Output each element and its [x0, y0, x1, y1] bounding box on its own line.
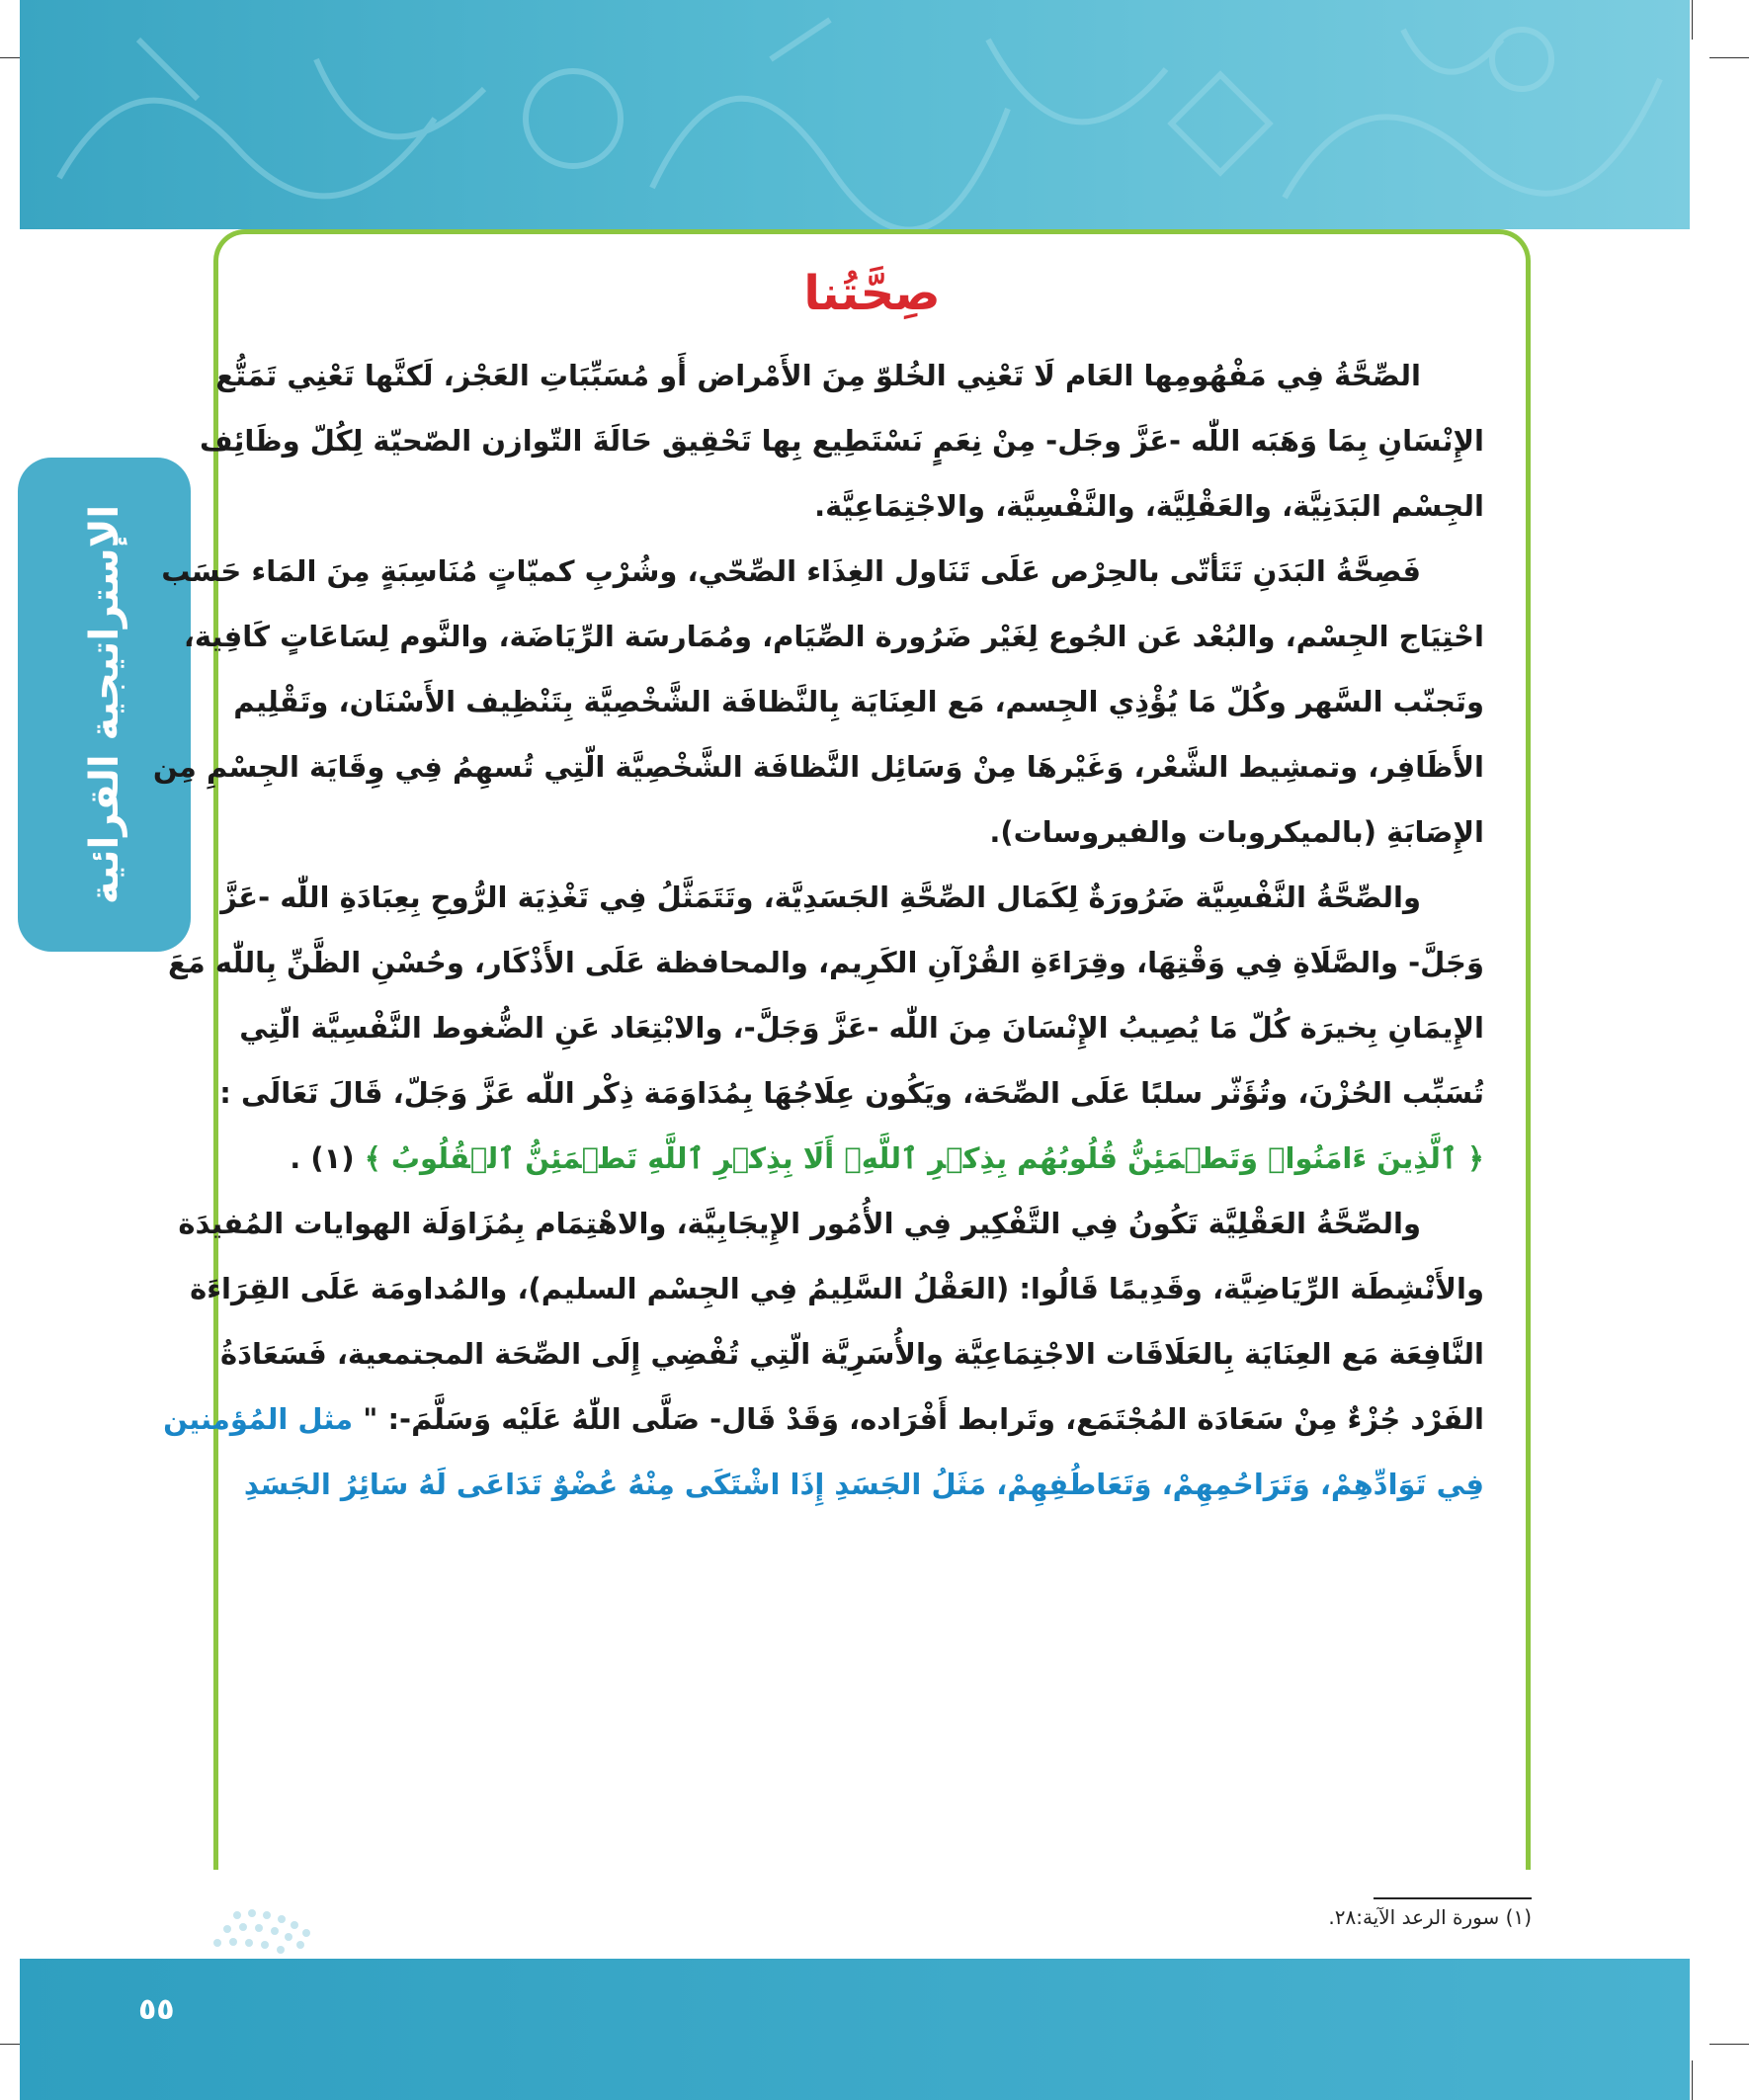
crop-mark [1692, 0, 1693, 40]
crop-mark [1709, 57, 1749, 58]
paragraph [167, 865, 1484, 1191]
paragraph [163, 1191, 1484, 1517]
quran-verse: ﴿ ٱلَّذِينَ ءَامَنُوا۟ وَتَطۡمَئِنُّ قُلُوبُهُم بِذِكۡرِ ٱللَّهِۗ أَلَا بِذِكۡرِ ٱللَّهِ تَطۡمَئِنُّ ٱلۡقُلُوبُ ﴾ [364, 1141, 1484, 1175]
text-line: احْتِيَاج الجِسْم، والبُعْد عَن الجُوع لِغَيْر ضَرُورة الصِّيَام، ومُمَارسَة الرِّيَاضَة، والنَّوم لِسَاعَاتٍ كَافِية، [183, 620, 1484, 653]
content-panel [152, 229, 1531, 1870]
text-line: والأَنْشِطَة الرِّيَاضِيَّة، وقَدِيمًا قَالُوا: (العَقْلُ السَّلِيمُ فِي الجِسْم السليم)، والمُداومَة عَلَى القِرَاءَة [190, 1272, 1484, 1305]
crop-mark [1709, 2044, 1749, 2045]
text-line: فَصِحَّةُ البَدَنِ تَتَأتّى بالحِرْص عَلَى تَنَاول الغِذَاء الصِّحّي، وشُرْبِ كميّاتٍ مُنَاسِبَةٍ مِنَ المَاء حَسَب [161, 554, 1421, 588]
text-line: الصِّحَّةُ فِي مَفْهُومِها العَام لَا تَعْنِي الخُلوّ مِنَ الأَمْراض أَو مُسَبِّبَاتِ العَجْز، لَكنَّها تَعْنِي تَمَتُّع [215, 359, 1421, 392]
text-line: الإِيمَانِ بِخيرَة كُلّ مَا يُصِيبُ الإِنْسَانَ مِنَ اللّٰه -عَزَّ وَجَلَّ-، والابْتِعَاد عَنِ الضُّغوط النَّفْسِيَّة الّتِي [239, 1011, 1484, 1045]
text-line: الإِصَابَةِ (بالميكروبات والفيروسات). [989, 815, 1484, 849]
page-number: ٥٥ [138, 1992, 175, 2027]
text-line: النَّافِعَة مَع العِنَايَة بِالعَلَاقَات الاجْتِمَاعِيَّة والأُسَرِيَّة الّتِي تُفْضِي إِلَى الصِّحَة المجتمعية، فَسَعَادَةُ [219, 1337, 1484, 1371]
side-tab-label: الإستراتيجية القرائية [81, 504, 127, 905]
footnote-rule [1374, 1897, 1532, 1899]
text-segment: الفَرْد جُزْءٌ مِنْ سَعَادَة المُجْتَمَع، وتَرابط أَفْرَاده، وَقَدْ قَال- صَلَّى اللّٰهُ عَلَيْه وَسَلَّمَ-: " [363, 1402, 1484, 1436]
text-line: والصِّحَّةُ النَّفْسِيَّة ضَرُورَةٌ لِكَمَال الصِّحَّةِ الجَسَدِيَّة، وتَتَمَثَّلُ فِي تَغْذِيَة الرُّوحِ بِعِبَادَةِ اللّٰه -عَزَّ [220, 881, 1421, 914]
ministry-logo [89, 1895, 346, 2024]
footnote: (١) سورة الرعد الآية:٢٨. [1328, 1905, 1532, 1929]
page-title: صِحَّتُنا [803, 266, 941, 321]
text-line: الأَظَافِر، وتمشِيط الشَّعْر، وَغَيْرهَا مِنْ وَسَائِل النَّظافَة الشَّخْصِيَّة الّتِي تُسهِمُ فِي وِقَايَة الجِسْمِ مِن [152, 750, 1484, 784]
text-line: الإِنْسَانِ بِمَا وَهَبَه اللّٰه -عَزَّ وجَل- مِنْ نِعَمٍ نَسْتَطِيع بِها تَحْقِيق حَالَةَ التّوازن الصّحيّة لِكُلّ وظَائِف [199, 424, 1484, 458]
paragraph [199, 343, 1484, 539]
text-line: وتَجنّب السَّهر وكُلّ مَا يُؤْذِي الجِسم، مَع العِنَايَة بِالنَّظافَة الشَّخْصِيَّة بِتَنْظِيف الأَسْنَان، وتَقْلِيم [233, 685, 1484, 718]
text-line: وَجَلَّ- والصَّلَاةِ فِي وَقْتِهَا، وقِرَاءَةِ القُرْآنِ الكَرِيم، والمحافظة عَلَى الأَذْكَار، وحُسْنِ الظَّنِّ بِاللّٰه مَعَ [167, 946, 1484, 979]
text-line: والصِّحَّةُ العَقْلِيَّة تَكُونُ فِي التَّفْكِير فِي الأُمُور الإِيجَابِيَّة، والاهْتِمَام بِمُزَاوَلَة الهوايات المُفيدَة [178, 1207, 1421, 1240]
paragraph [152, 539, 1484, 865]
crop-mark [1692, 2060, 1693, 2100]
text-line [163, 1386, 1484, 1452]
text-line: الجِسْم البَدَنِيَّة، والعَقْلِيَّة، والنَّفْسِيَّة، والاجْتِمَاعِيَّة. [814, 489, 1484, 523]
calligraphy-pattern [20, 0, 1690, 229]
verse-line [258, 1126, 1484, 1191]
article-body [152, 343, 1484, 1517]
top-banner [20, 0, 1690, 229]
side-tab [18, 458, 191, 952]
hadith-line: فِي تَوَادِّهِمْ، وَتَرَاحُمِهِمْ، وَتَعَاطُفِهِمْ، مَثَلُ الجَسَدِ إِذَا اشْتَكَى مِنْهُ عُضْوٌ تَدَاعَى لَهُ سَائِرُ الجَسَدِ [243, 1468, 1484, 1501]
verse-reference: (١) . [290, 1141, 355, 1175]
text-line: تُسَبِّب الحُزْنَ، وتُؤَثّر سلبًا عَلَى الصِّحَة، ويَكُون عِلَاجُهَا بِمُدَاوَمَة ذِكْر اللّٰه عَزَّ وَجَلّ، قَالَ تَعَالَى : [219, 1076, 1484, 1110]
hadith-start: مثل المُؤمنين [163, 1402, 354, 1436]
